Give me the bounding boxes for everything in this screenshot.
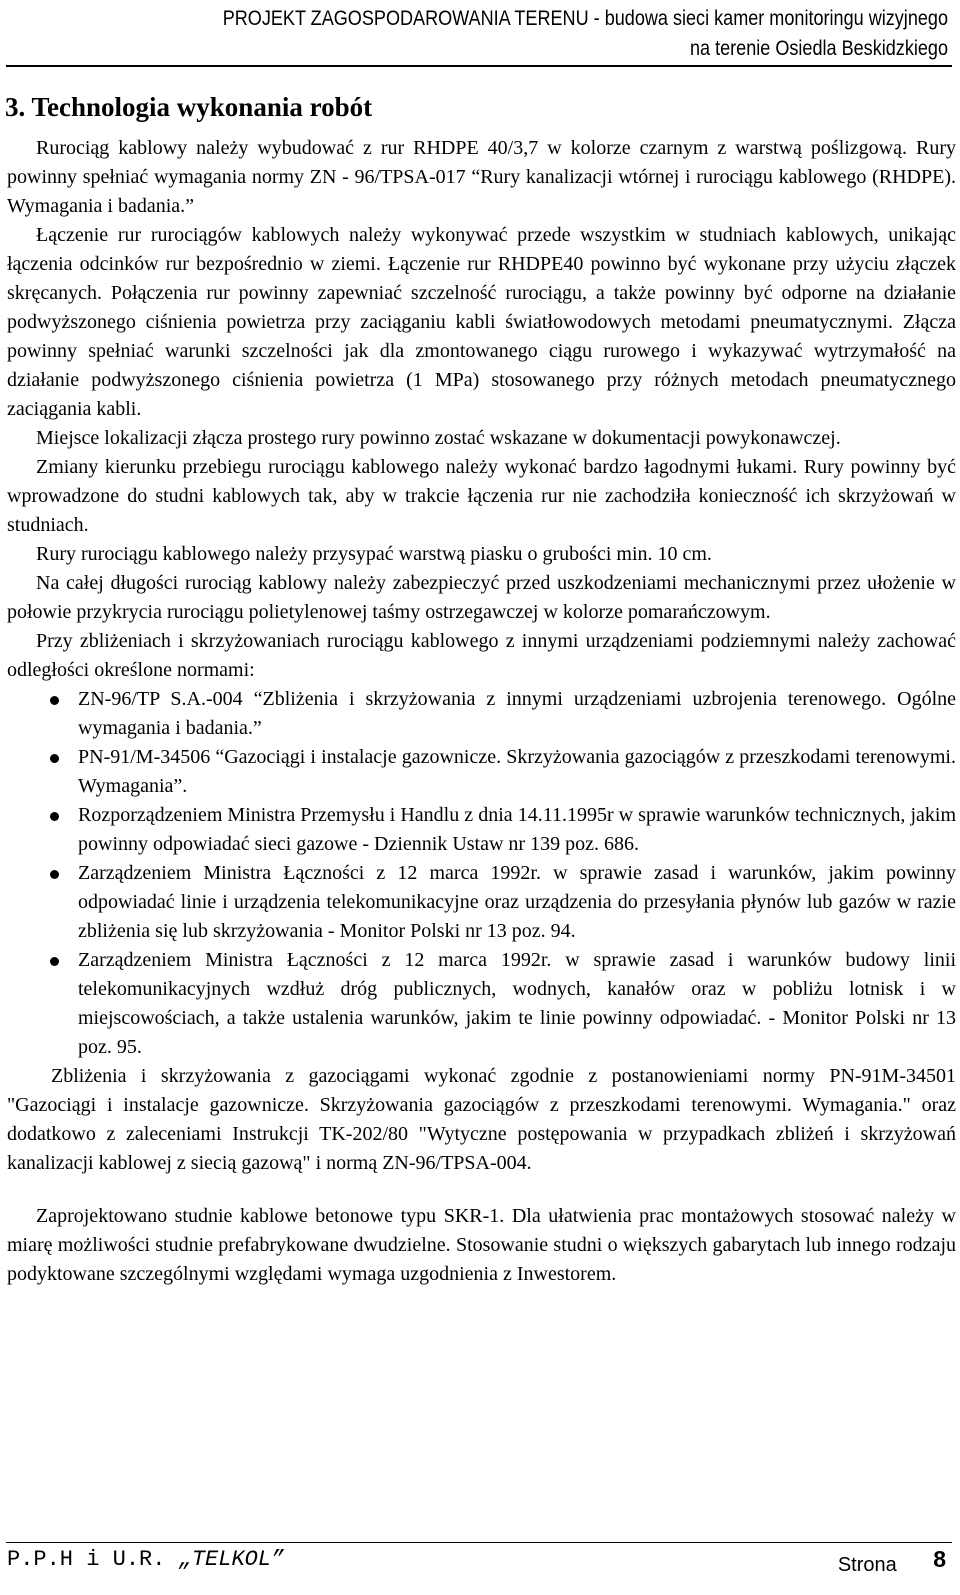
standards-list (7, 685, 956, 1062)
list-item: ZN-96/TP S.A.-004 “Zbliżenia i skrzyżowania z innymi urządzeniami uzbrojenia terenowego. Ogólne wymagania i badania.” (78, 685, 956, 743)
page-label: Strona (837, 1554, 897, 1576)
footer-brand: „TELKOL” (178, 1547, 285, 1572)
header-divider (6, 65, 952, 67)
bullet-icon (50, 870, 59, 879)
section-heading: 3. Technologia wykonania robót (5, 92, 373, 122)
footer-company (7, 1546, 284, 1574)
page-number: 8 (933, 1546, 946, 1572)
page-header (174, 4, 948, 64)
paragraph-sand-cover: Rury rurociągu kablowego należy przysypać warstwą piasku o grubości min. 10 cm. (36, 543, 712, 565)
page-footer (7, 1544, 946, 1578)
paragraph-route-changes: Zmiany kierunku przebiegu rurociągu kablowego należy wykonać bardzo łagodnymi łukami. Rury powinny być wprowadzone do studni kablowych tak, aby w trakcie łączenia rur nie zachodziła konieczność ich skrzyżowań w studniach. (7, 456, 956, 536)
list-item: Zarządzeniem Ministra Łączności z 12 marca 1992r. w sprawie zasad i warunków, jakim powinny odpowiadać linie i urządzenia telekomunikacyjne oraz urządzenia do przesyłania płynów lub gazów w razie zbliżenia się lub skrzyżowania - Monitor Polski nr 13 poz. 94. (78, 859, 956, 946)
paragraph-warning-tape: Na całej długości rurociąg kablowy należy zabezpieczyć przed uszkodzeniami mechanicznymi przez ułożenie w połowie przykrycia rurociągu polietylenowej taśmy ostrzegawczej w kolorze pomarańczowym. (7, 572, 956, 623)
bullet-icon (50, 812, 59, 821)
header-title-line2: na terenie Osiedla Beskidzkiego (689, 37, 948, 60)
list-item: PN-91/M-34506 “Gazociągi i instalacje gazownicze. Skrzyżowania gazociągów z przeszkodami terenowymi. Wymagania”. (78, 743, 956, 801)
footer-company-name: P.P.H i U.R. (7, 1547, 166, 1572)
footer-divider (6, 1542, 952, 1543)
bullet-icon (50, 696, 59, 705)
paragraph-gas-crossings: Zbliżenia i skrzyżowania z gazociągami wykonać zgodnie z postanowieniami normy PN-91M-34501 "Gazociągi i instalacje gazownicze. Skrzyżowania gazociągów z przeszkodami terenowymi. Wymagania." oraz dodatkowo z zaleceniami Instrukcji TK-202/80 "Wytyczne postępowania w przypadkach zbliżeń i skrzyżowań kanalizacji kablowej z siecią gazową" i normą ZN-96/TPSA-004. (7, 1065, 956, 1174)
paragraph-cable-wells: Zaprojektowano studnie kablowe betonowe typu SKR-1. Dla ułatwienia prac montażowych stosować należy w miarę możliwości studnie prefabrykowane dwudzielne. Stosowanie studni o większych gabarytach lub innego rodzaju podyktowane szczególnymi względami wymaga uzgodnienia z Inwestorem. (7, 1205, 956, 1285)
bullet-icon (50, 754, 59, 763)
header-title-line1: PROJEKT ZAGOSPODAROWANIA TERENU - budowa sieci kamer monitoringu wizyjnego (222, 7, 948, 30)
document-body (7, 134, 956, 1289)
paragraph-joint-location: Miejsce lokalizacji złącza prostego rury powinno zostać wskazane w dokumentacji powykonawczej. (36, 427, 841, 449)
paragraph-pipe-joining: Łączenie rur rurociągów kablowych należy wykonywać przede wszystkim w studniach kablowych, unikając łączenia odcinków rur bezpośrednio w ziemi. Łączenie rur RHDPE40 powinno być wykonane przy użyciu złączek skręcanych. Połączenia rur powinny zapewniać szczelność rurociągu, a także powinny być odporne na działanie podwyższonego ciśnienia powietrza przy zaciąganiu kabli światłowodowych metodami pneumatycznymi. Złącza powinny spełniać warunki szczelności jak dla zmontowanego ciągu rurowego i wykazywać wytrzymałość na działanie podwyższonego ciśnienia powietrza (1 MPa) stosowanego przy różnych metodach pneumatycznego zaciągania kabli. (7, 224, 956, 420)
paragraph-pipe-material: Rurociąg kablowy należy wybudować z rur RHDPE 40/3,7 w kolorze czarnym z warstwą poślizgową. Rury powinny spełniać wymagania normy ZN - 96/TPSA-017 “Rury kanalizacji wtórnej i rurociągu kablowego (RHDPE). Wymagania i badania.” (7, 137, 956, 217)
list-item: Zarządzeniem Ministra Łączności z 12 marca 1992r. w sprawie zasad i warunków budowy linii telekomunikacyjnych wzdłuż dróg publicznych, wodnych, kanałów oraz w pobliżu lotnisk i w miejscowościach, a także ustalenia warunków, jakim te linie powinny odpowiadać. - Monitor Polski nr 13 poz. 95. (78, 946, 956, 1062)
bullet-icon (50, 957, 59, 966)
list-item: Rozporządzeniem Ministra Przemysłu i Handlu z dnia 14.11.1995r w sprawie warunków technicznych, jakim powinny odpowiadać sieci gazowe - Dziennik Ustaw nr 139 poz. 686. (78, 801, 956, 859)
page-number-block (838, 1544, 946, 1580)
paragraph-clearances-intro: Przy zbliżeniach i skrzyżowaniach rurociągu kablowego z innymi urządzeniami podziemnymi należy zachować odległości określone normami: (7, 630, 956, 681)
